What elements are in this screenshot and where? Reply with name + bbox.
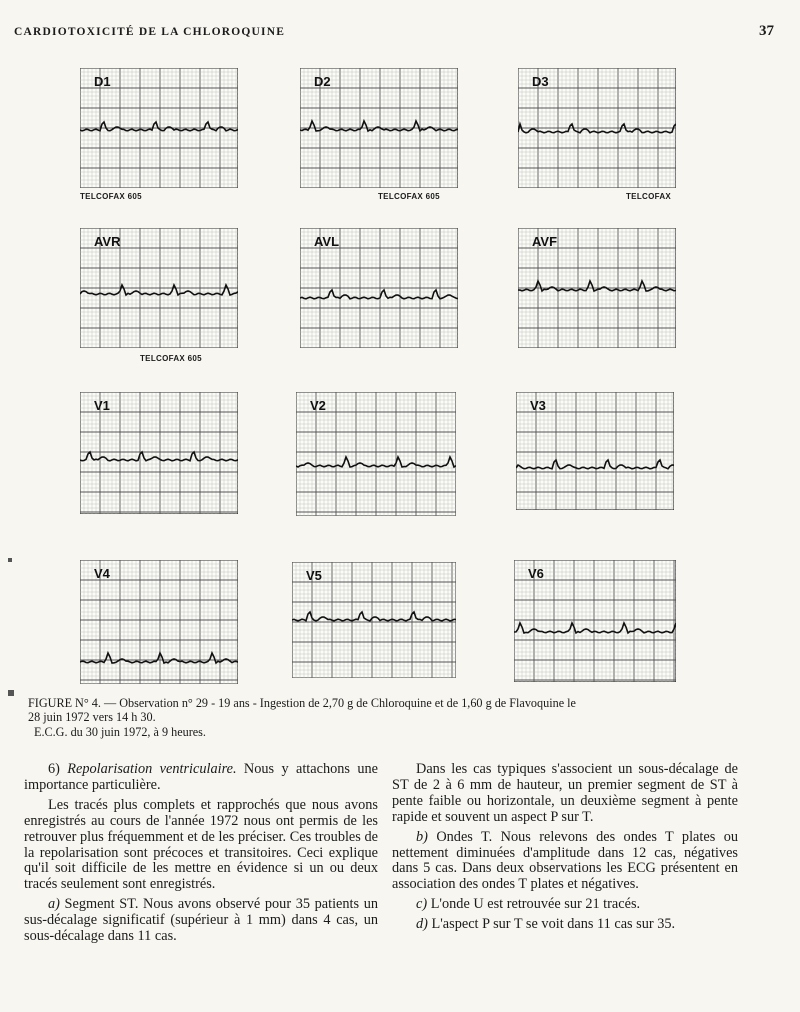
margin-mark (8, 558, 12, 562)
ecg-grid (300, 228, 458, 348)
ecg-strip-3 (80, 228, 238, 363)
ecg-strip-9 (80, 560, 238, 684)
ecg-strip-2 (518, 68, 676, 201)
lead-label: AVL (314, 234, 340, 249)
paragraph-cas-typiques: Dans les cas typiques s'associent un sous-décalage de ST de 2 à 6 mm de hauteur, un premier segment de ST à pente faible ou horizontale, un deuxième segment à pente rapide et souvent un aspect P sur T. (392, 761, 738, 825)
paragraph-traces: Les tracés plus complets et rapprochés que nous avons enregistrés au cours de l'année 1972 nous ont permis de les retrouver plus fréquemment et de les préciser. Ces troubles de la repolarisation sont précoces et transitoires. Ceci explique qu'il soit difficile de les mettre en évidence si un ou deux tracés seulement sont enregistrés. (24, 796, 378, 893)
ecg-strip-4 (300, 228, 458, 348)
telcofax-mark: TELCOFAX 605 (80, 192, 142, 201)
margin-mark (8, 690, 14, 696)
lead-label: D3 (532, 74, 549, 89)
ecg-strip-10 (292, 562, 456, 678)
page-number: 37 (759, 23, 774, 39)
lead-label: V2 (310, 398, 326, 413)
lead-label: V4 (94, 566, 110, 581)
item-label-b: b) (416, 828, 428, 845)
ecg-grid (80, 68, 238, 188)
item-text-b: Ondes T. Nous relevons des ondes T plates ou nettement diminuées d'amplitude dans 12 cas, négatives dans 5 cas. Dans deux observations les ECG présentent en association des ondes T plates et négatives. (392, 828, 738, 893)
ecg-strip-1 (300, 68, 458, 201)
paragraph-onde-u (392, 897, 738, 913)
ecg-strip-8 (516, 392, 674, 510)
lead-label: D2 (314, 74, 331, 89)
ecg-grid (80, 560, 238, 684)
page-header (14, 23, 774, 46)
ecg-grid (296, 392, 456, 516)
left-column (24, 762, 378, 945)
lead-label: V5 (306, 568, 322, 583)
item-label-a: a) (48, 896, 60, 913)
paragraph-segment-st (24, 897, 378, 945)
lead-label: AVR (94, 234, 121, 249)
paragraph-repolarisation (24, 762, 378, 794)
lead-label: V3 (530, 398, 546, 413)
ecg-grid (80, 228, 238, 348)
telcofax-mark: TELCOFAX 605 (140, 354, 202, 363)
lead-label: V6 (528, 566, 544, 581)
ecg-grid (516, 392, 674, 510)
ecg-strip-0 (80, 68, 238, 201)
paragraph-p-sur-t (392, 917, 738, 933)
telcofax-mark: TELCOFAX 605 (378, 192, 440, 201)
ecg-grid (518, 68, 676, 188)
section-title: Repolarisation ventriculaire. (67, 761, 237, 777)
figure-caption (28, 696, 748, 739)
item-text-d: L'aspect P sur T se voit dans 11 cas sur 35. (431, 916, 676, 933)
lead-label: AVF (532, 234, 558, 249)
ecg-grid (514, 560, 676, 682)
running-head: CARDIOTOXICITÉ DE LA CHLOROQUINE (14, 26, 286, 38)
caption-line-3: E.C.G. du 30 juin 1972, à 9 heures. (34, 724, 206, 739)
paragraph-ondes-t (392, 830, 738, 894)
lead-label: D1 (94, 74, 111, 89)
section-intro: Nous y attachons une importance particulière. (24, 761, 378, 793)
ecg-grid (518, 228, 676, 348)
item-text-a: Segment ST. Nous avons observé pour 35 patients un sus-décalage significatif (supérieur à 1 mm) dans 4 cas, un sous-décalage dans 11 cas. (24, 896, 379, 945)
section-number: 6) (48, 761, 60, 777)
caption-line-2: 28 juin 1972 vers 14 h 30. (28, 710, 156, 725)
ecg-grid (300, 68, 458, 188)
ecg-strip-7 (296, 392, 456, 516)
ecg-grid (292, 562, 456, 678)
telcofax-mark: TELCOFAX (626, 192, 672, 201)
ecg-strip-11 (514, 560, 676, 682)
ecg-strip-5 (518, 228, 676, 348)
item-text-c: L'onde U est retrouvée sur 21 tracés. (430, 896, 641, 913)
lead-label: V1 (94, 398, 110, 413)
right-column (392, 762, 738, 933)
caption-line-1: FIGURE N° 4. — Observation n° 29 - 19 ans - Ingestion de 2,70 g de Chloroquine et de 1,60 g de Flavoquine le (28, 696, 576, 710)
ecg-strip-6 (80, 392, 238, 514)
ecg-grid (80, 392, 238, 514)
item-label-c: c) (416, 896, 428, 913)
item-label-d: d) (416, 916, 428, 933)
